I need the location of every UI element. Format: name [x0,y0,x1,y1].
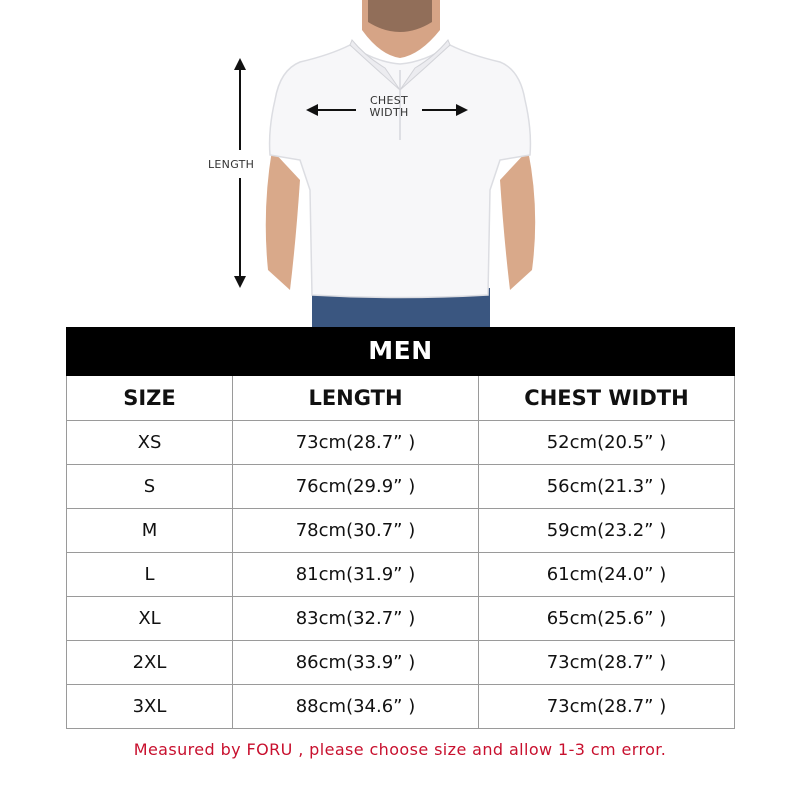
length-cell: 81cm(31.9” ) [233,553,479,597]
chest-label-line2: WIDTH [369,106,409,119]
chest-label-line1: CHEST [369,94,409,107]
model-left-arm [266,150,300,290]
table-title: MEN [67,328,735,375]
size-cell: S [67,465,233,509]
length-arrow-icon [234,58,246,288]
size-cell: 3XL [67,685,233,729]
header-chest-width: CHEST WIDTH [479,375,735,421]
length-label: LENGTH [208,158,255,171]
chest-width-label [356,95,422,119]
size-cell: 2XL [67,641,233,685]
length-cell: 83cm(32.7” ) [233,597,479,641]
size-cell: XL [67,597,233,641]
table-row [67,685,735,729]
length-cell: 86cm(33.9” ) [233,641,479,685]
table-row [67,509,735,553]
table-title-row [67,328,735,375]
length-cell: 88cm(34.6” ) [233,685,479,729]
size-cell: M [67,509,233,553]
table-row [67,597,735,641]
header-size: SIZE [67,375,233,421]
length-cell: 76cm(29.9” ) [233,465,479,509]
length-cell: 78cm(30.7” ) [233,509,479,553]
header-length: LENGTH [233,375,479,421]
table-row [67,465,735,509]
chest-cell: 61cm(24.0” ) [479,553,735,597]
table-row [67,553,735,597]
size-cell: XS [67,421,233,465]
model-right-arm [500,150,535,290]
chest-cell: 73cm(28.7” ) [479,685,735,729]
measurement-note: Measured by FORU , please choose size and allow 1-3 cm error. [133,740,667,759]
table-row [67,641,735,685]
length-cell: 73cm(28.7” ) [233,421,479,465]
chest-cell: 73cm(28.7” ) [479,641,735,685]
size-chart-table [66,327,735,729]
model-figure [0,0,800,330]
chest-cell: 59cm(23.2” ) [479,509,735,553]
chest-cell: 52cm(20.5” ) [479,421,735,465]
chest-cell: 56cm(21.3” ) [479,465,735,509]
table-header-row [67,375,735,421]
chest-cell: 65cm(25.6” ) [479,597,735,641]
size-cell: L [67,553,233,597]
table-row [67,421,735,465]
model-illustration [0,0,800,330]
